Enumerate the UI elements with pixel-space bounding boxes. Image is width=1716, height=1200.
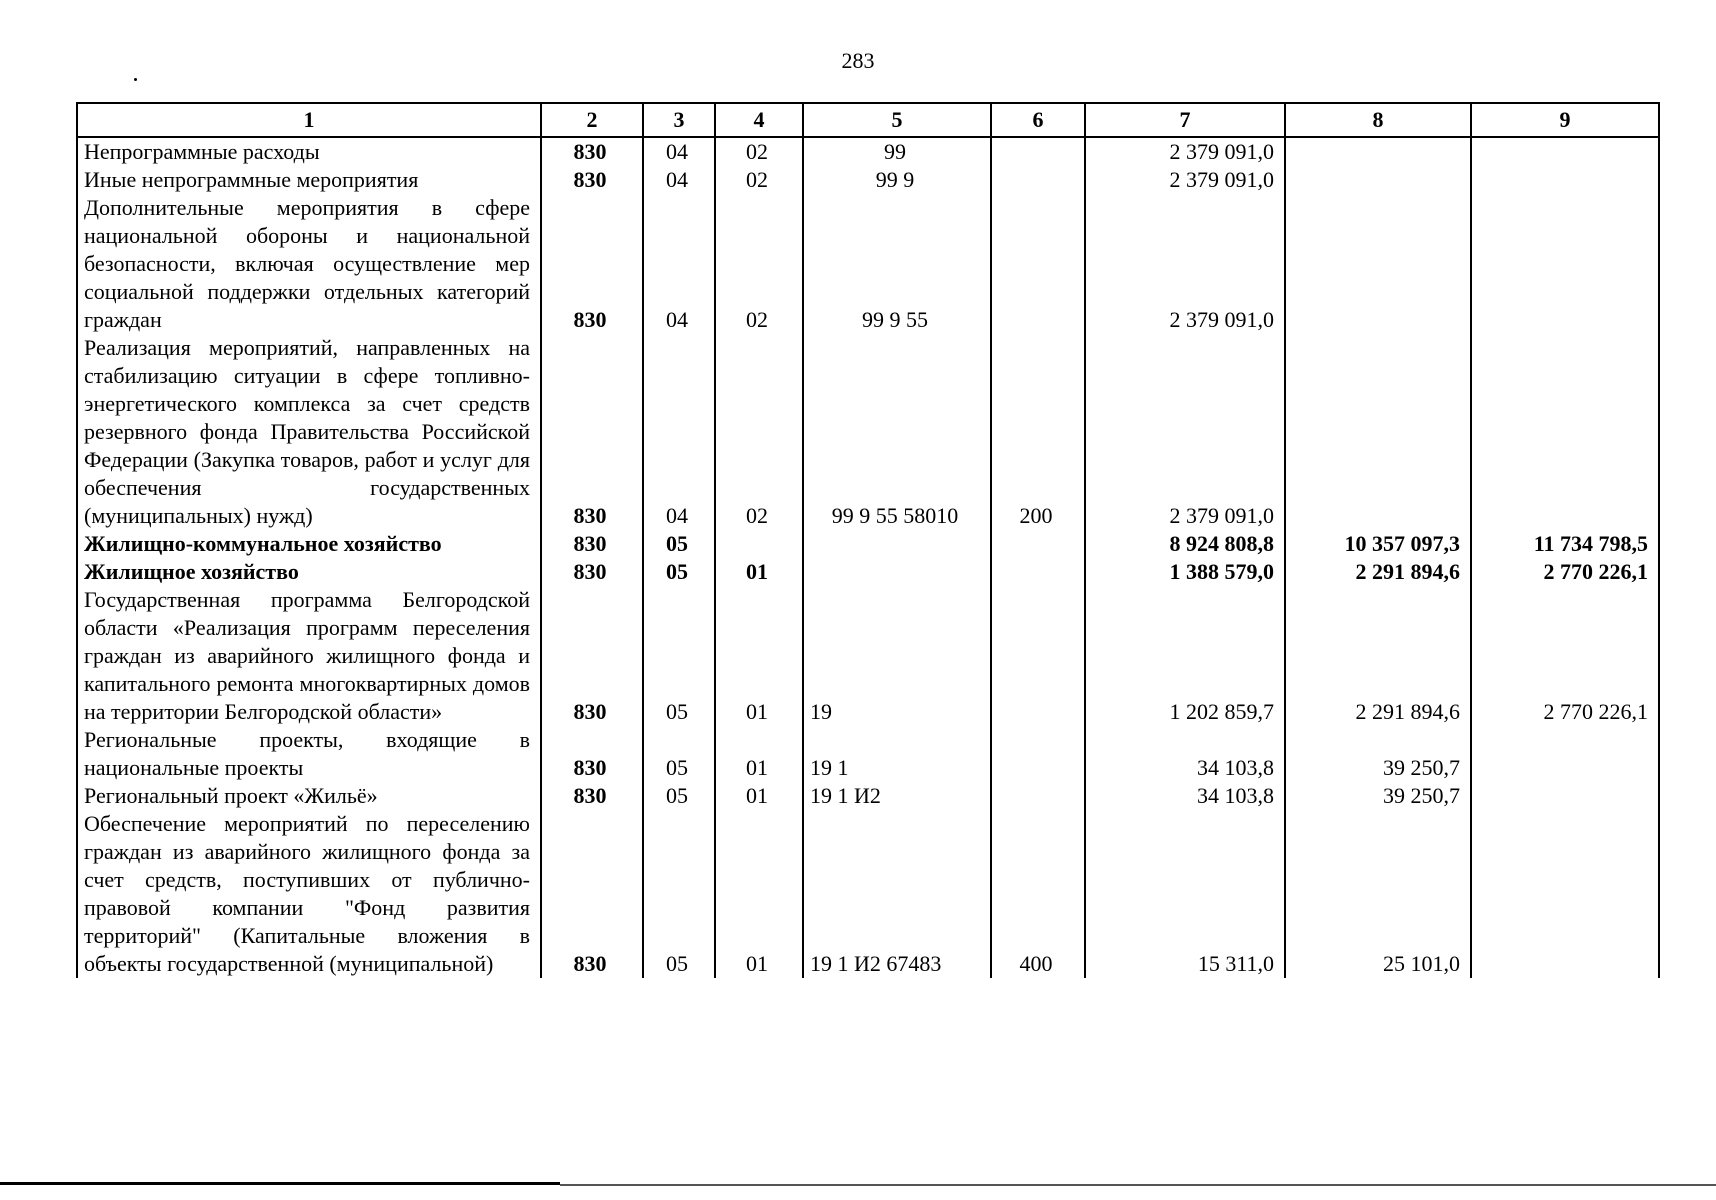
row-cell-4: 01 — [715, 726, 803, 782]
row-cell-5 — [803, 530, 991, 558]
row-cell-3: 04 — [643, 137, 715, 166]
row-cell-9 — [1471, 810, 1659, 978]
row-cell-8: 2 291 894,6 — [1285, 586, 1471, 726]
row-cell-3: 05 — [643, 530, 715, 558]
row-cell-4: 01 — [715, 810, 803, 978]
page-number: 283 — [841, 48, 875, 73]
row-cell-6 — [991, 558, 1085, 586]
row-cell-7: 34 103,8 — [1085, 726, 1285, 782]
row-cell-5: 19 1 — [803, 726, 991, 782]
table-row — [77, 334, 1659, 530]
row-cell-9: 11 734 798,5 — [1471, 530, 1659, 558]
row-name-cell: Реализация мероприятий, направленных на стабилизацию ситуации в сфере топливно-энергетического комплекса за счет средств резервного фонда Правительства Российской Федерации (Закупка товаров, работ и услуг для обеспечения государственных (муниципальных) нужд) — [77, 334, 541, 530]
row-cell-2: 830 — [541, 137, 643, 166]
row-cell-4: 02 — [715, 166, 803, 194]
table-row — [77, 166, 1659, 194]
row-cell-2: 830 — [541, 782, 643, 810]
scan-speck — [134, 78, 137, 81]
row-cell-7: 2 379 091,0 — [1085, 137, 1285, 166]
row-cell-4: 02 — [715, 137, 803, 166]
row-cell-3: 05 — [643, 810, 715, 978]
row-cell-8 — [1285, 166, 1471, 194]
row-cell-6: 200 — [991, 334, 1085, 530]
table-row — [77, 586, 1659, 726]
row-cell-9 — [1471, 137, 1659, 166]
table-row — [77, 194, 1659, 334]
row-cell-7: 15 311,0 — [1085, 810, 1285, 978]
row-name-cell: Жилищное хозяйство — [77, 558, 541, 586]
row-cell-7: 8 924 808,8 — [1085, 530, 1285, 558]
row-cell-3: 04 — [643, 334, 715, 530]
row-cell-2: 830 — [541, 726, 643, 782]
row-cell-4: 01 — [715, 586, 803, 726]
row-cell-3: 04 — [643, 166, 715, 194]
row-cell-4: 01 — [715, 782, 803, 810]
row-cell-2: 830 — [541, 530, 643, 558]
row-cell-5: 19 — [803, 586, 991, 726]
row-cell-2: 830 — [541, 810, 643, 978]
row-cell-2: 830 — [541, 558, 643, 586]
row-cell-8: 10 357 097,3 — [1285, 530, 1471, 558]
budget-table — [76, 102, 1660, 978]
row-cell-9 — [1471, 194, 1659, 334]
row-cell-8 — [1285, 137, 1471, 166]
table-row — [77, 726, 1659, 782]
col-header-7: 7 — [1085, 103, 1285, 137]
row-cell-5 — [803, 558, 991, 586]
row-cell-6 — [991, 530, 1085, 558]
row-name-cell: Региональные проекты, входящие в национальные проекты — [77, 726, 541, 782]
col-header-5: 5 — [803, 103, 991, 137]
row-cell-6: 400 — [991, 810, 1085, 978]
table-row — [77, 137, 1659, 166]
row-name-cell: Иные непрограммные мероприятия — [77, 166, 541, 194]
row-name-cell: Жилищно-коммунальное хозяйство — [77, 530, 541, 558]
row-cell-7: 1 388 579,0 — [1085, 558, 1285, 586]
row-cell-9 — [1471, 726, 1659, 782]
table-body — [77, 137, 1659, 978]
row-cell-6 — [991, 726, 1085, 782]
page-bottom-rule-faint — [560, 1184, 1716, 1186]
row-cell-7: 1 202 859,7 — [1085, 586, 1285, 726]
row-cell-5: 99 9 — [803, 166, 991, 194]
table-row — [77, 530, 1659, 558]
row-cell-6 — [991, 194, 1085, 334]
page-bottom-rule — [0, 1182, 560, 1185]
row-cell-4: 01 — [715, 558, 803, 586]
row-cell-6 — [991, 782, 1085, 810]
row-cell-4: 02 — [715, 334, 803, 530]
col-header-6: 6 — [991, 103, 1085, 137]
row-cell-3: 05 — [643, 586, 715, 726]
row-cell-8 — [1285, 334, 1471, 530]
row-cell-4 — [715, 530, 803, 558]
row-cell-2: 830 — [541, 166, 643, 194]
row-cell-6 — [991, 586, 1085, 726]
table-row — [77, 558, 1659, 586]
row-cell-3: 05 — [643, 782, 715, 810]
col-header-9: 9 — [1471, 103, 1659, 137]
row-cell-5: 19 1 И2 67483 — [803, 810, 991, 978]
row-cell-2: 830 — [541, 586, 643, 726]
row-cell-8: 39 250,7 — [1285, 782, 1471, 810]
row-cell-8: 2 291 894,6 — [1285, 558, 1471, 586]
row-cell-4: 02 — [715, 194, 803, 334]
row-cell-5: 99 — [803, 137, 991, 166]
col-header-8: 8 — [1285, 103, 1471, 137]
row-cell-7: 2 379 091,0 — [1085, 166, 1285, 194]
row-cell-7: 2 379 091,0 — [1085, 194, 1285, 334]
row-cell-9: 2 770 226,1 — [1471, 558, 1659, 586]
col-header-4: 4 — [715, 103, 803, 137]
col-header-2: 2 — [541, 103, 643, 137]
row-cell-2: 830 — [541, 194, 643, 334]
row-cell-7: 34 103,8 — [1085, 782, 1285, 810]
col-header-3: 3 — [643, 103, 715, 137]
row-name-cell: Региональный проект «Жильё» — [77, 782, 541, 810]
row-name-cell: Непрограммные расходы — [77, 137, 541, 166]
row-cell-2: 830 — [541, 334, 643, 530]
row-cell-3: 05 — [643, 558, 715, 586]
row-cell-8 — [1285, 194, 1471, 334]
row-cell-9 — [1471, 334, 1659, 530]
row-name-cell: Обеспечение мероприятий по переселению граждан из аварийного жилищного фонда за счет средств, поступивших от публично-правовой компании "Фонд развития территорий" (Капитальные вложения в объекты государственной (муниципальной) — [77, 810, 541, 978]
row-name-cell: Дополнительные мероприятия в сфере национальной обороны и национальной безопасности, включая осуществление мер социальной поддержки отдельных категорий граждан — [77, 194, 541, 334]
table-row — [77, 782, 1659, 810]
row-cell-8: 39 250,7 — [1285, 726, 1471, 782]
col-header-1: 1 — [77, 103, 541, 137]
header-row — [77, 103, 1659, 137]
row-cell-9 — [1471, 782, 1659, 810]
row-cell-6 — [991, 166, 1085, 194]
table-row — [77, 810, 1659, 978]
row-cell-5: 99 9 55 58010 — [803, 334, 991, 530]
row-cell-3: 05 — [643, 726, 715, 782]
row-cell-9 — [1471, 166, 1659, 194]
row-cell-3: 04 — [643, 194, 715, 334]
row-cell-5: 19 1 И2 — [803, 782, 991, 810]
row-cell-8: 25 101,0 — [1285, 810, 1471, 978]
row-cell-5: 99 9 55 — [803, 194, 991, 334]
row-name-cell: Государственная программа Белгородской области «Реализация программ переселения граждан из аварийного жилищного фонда и капитального ремонта многоквартирных домов на территории Белгородской области» — [77, 586, 541, 726]
row-cell-6 — [991, 137, 1085, 166]
row-cell-9: 2 770 226,1 — [1471, 586, 1659, 726]
row-cell-7: 2 379 091,0 — [1085, 334, 1285, 530]
